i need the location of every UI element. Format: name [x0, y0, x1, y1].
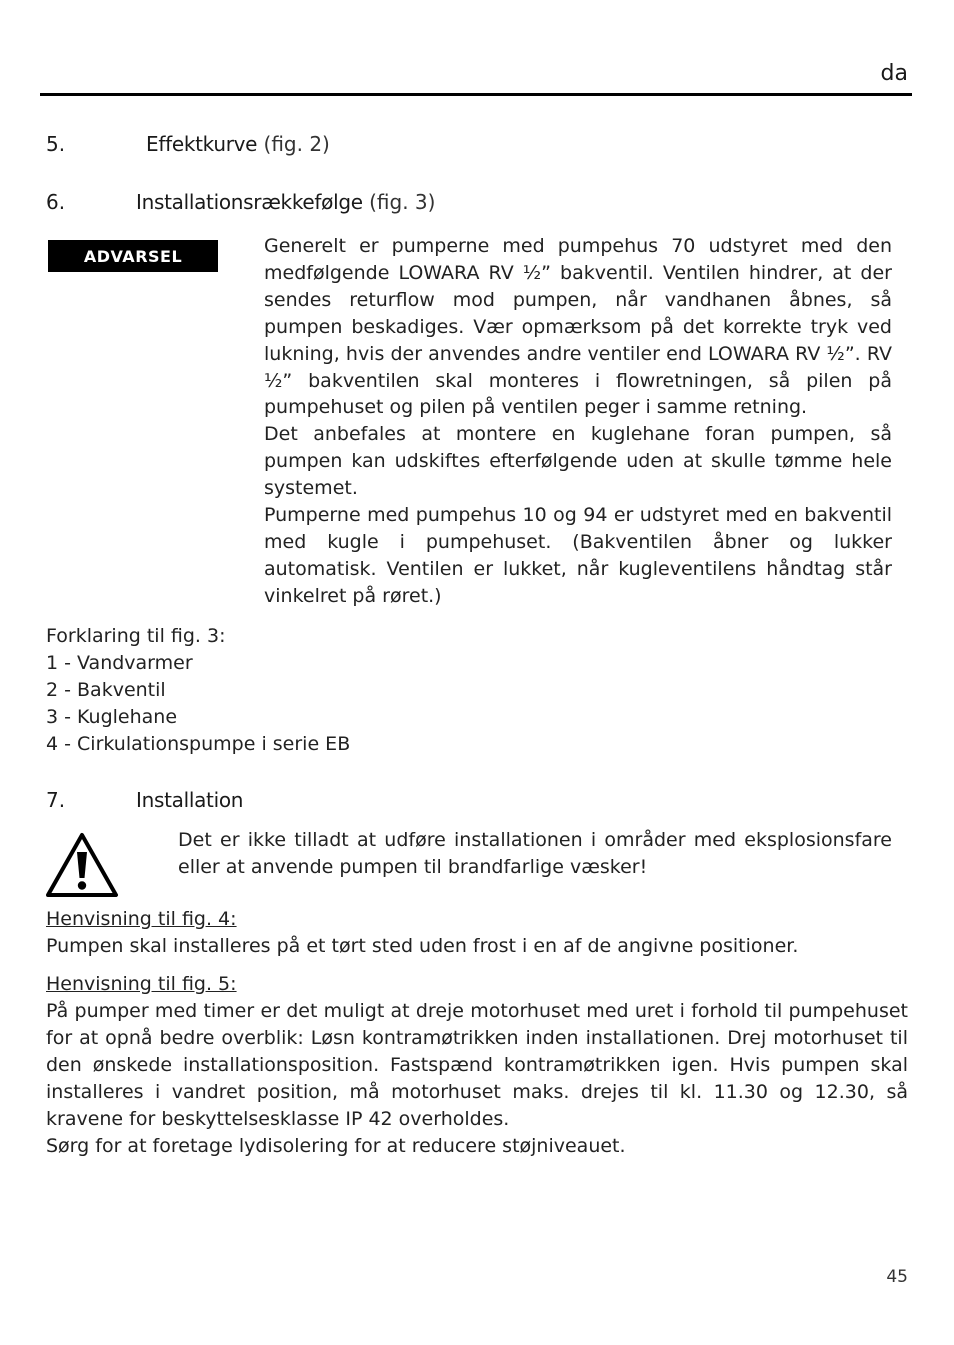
figure-5-reference: Henvisning til fig. 5: — [46, 973, 237, 995]
section-6-title: Installationsrækkefølge — [136, 190, 363, 214]
warning-badge: ADVARSEL — [48, 240, 218, 272]
section-5-title: Effektkurve — [146, 132, 258, 156]
warning-triangle-icon — [45, 832, 119, 898]
section-6-paragraph: Det anbefales at montere en kuglehane foran pumpen, så pumpen kan udskiftes efterfølgende uden at skulle tømme hele systemet. — [264, 423, 892, 500]
figure-4-text: Pumpen skal installeres på et tørt sted uden frost i en af de angivne positioner. — [46, 935, 799, 957]
page-number: 45 — [886, 1267, 908, 1287]
legend-title: Forklaring til fig. 3: — [46, 625, 226, 647]
section-7-number: 7. — [46, 788, 66, 812]
figure-5-text: På pumper med timer er det muligt at dreje motorhuset med uret i forhold til pumpehuset for at opnå bedre overblik: Løsn kontramøtrikken inden installationen. Drej motorhuset til den ønskede installationsposition. Fastspænd kontramøtrikken igen. Hvis pumpen skal installeres i vandret position, må motorhuset maks. drejes til kl. 11.30 og 12.30, så kravene for beskyttelsesklasse IP 42 overholdes. — [46, 1000, 908, 1130]
section-6-number: 6. — [46, 190, 66, 214]
section-7-title: Installation — [136, 788, 244, 812]
legend-item: 2 - Bakventil — [46, 679, 166, 701]
legend-item: 4 - Cirkulationspumpe i serie EB — [46, 733, 351, 755]
figure-5-note: Sørg for at foretage lydisolering for at reducere støjniveauet. — [46, 1134, 626, 1157]
legend-item: 1 - Vandvarmer — [46, 652, 193, 674]
section-6-body — [264, 233, 892, 610]
language-code: da — [880, 61, 908, 86]
section-5-figure-ref: (fig. 2) — [263, 132, 330, 156]
section-5-number: 5. — [46, 132, 66, 156]
section-6-paragraph: Pumperne med pumpehus 10 og 94 er udstyret med en bakventil med kugle i pumpehuset. (Bakventilen åbner og lukker automatisk. Ventilen er lukket, når kugleventilens håndtag står vinkelret på røret.) — [264, 504, 892, 607]
legend-item: 3 - Kuglehane — [46, 706, 178, 728]
section-7-warning-text: Det er ikke tilladt at udføre installationen i områder med eksplosionsfare eller at anvende pumpen til brandfarlige væsker! — [178, 829, 892, 878]
section-6-paragraph: Generelt er pumperne med pumpehus 70 udstyret med den medfølgende LOWARA RV ½” bakventil. Ventilen hindrer, at der sendes returflow mod pumpen, når vandhanen åbnes, så pumpen beskadiges. Vær opmærksom på det korrekte tryk ved lukning, hvis der anvendes andre ventiler end LOWARA RV ½”. RV ½” bakventilen skal monteres i flowretningen, så pilen på pumpehuset og pilen på ventilen peger i samme retning. — [264, 235, 892, 419]
figure-3-legend — [46, 623, 350, 758]
section-5-heading — [46, 132, 330, 156]
section-6-figure-ref: (fig. 3) — [369, 190, 436, 214]
header-rule — [40, 93, 912, 96]
section-6-heading — [46, 190, 435, 214]
figure-5-body — [46, 998, 908, 1159]
figure-4-reference: Henvisning til fig. 4: — [46, 908, 237, 930]
section-7-heading — [46, 788, 243, 812]
